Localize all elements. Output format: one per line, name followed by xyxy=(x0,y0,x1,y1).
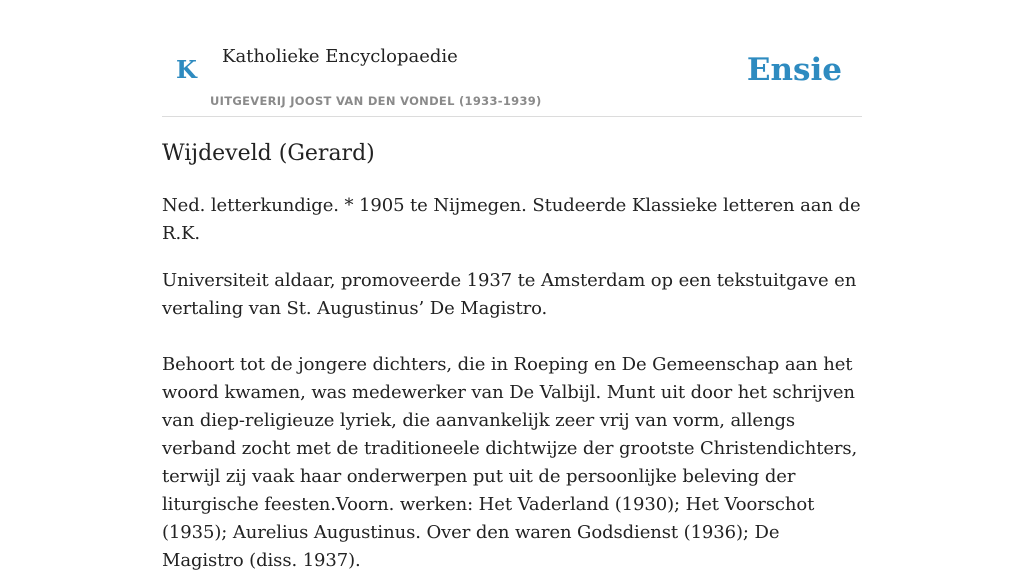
article-title: Wijdeveld (Gerard) xyxy=(162,141,375,166)
article-paragraph-1: Ned. letterkundige. * 1905 te Nijmegen. Studeerde Klassieke letteren aan de R.K. xyxy=(162,195,861,244)
article-content xyxy=(162,138,862,575)
encyclopedia-logo-k[interactable]: K xyxy=(176,55,197,84)
publisher-label: UITGEVERIJ JOOST VAN DEN VONDEL (1933-1939) xyxy=(210,94,542,108)
ensie-brand-link[interactable]: Ensie xyxy=(746,52,842,88)
site-header xyxy=(162,0,862,117)
site-title[interactable]: Katholieke Encyclopaedie xyxy=(222,46,458,67)
article-paragraph-2: Universiteit aldaar, promoveerde 1937 te Amsterdam op een tekstuitgave en vertaling van St. Augustinus’ De Magistro. xyxy=(162,270,857,319)
article-paragraph-3: Behoort tot de jongere dichters, die in Roeping en De Gemeenschap aan het woord kwamen, was medewerker van De Valbijl. Munt uit door het schrijven van diep-religieuze lyriek, die aanvankelijk zeer vrij van vorm, allengs verband zocht met de traditioneele dichtwijze der grootste Christendichters, terwijl zij vaak haar onderwerpen put uit de persoonlijke beleving der liturgische feesten.Voorn. werken: Het Vaderland (1930); Het Voorschot (1935); Aurelius Augustinus. Over den waren Godsdienst (1936); De Magistro (diss. 1937). xyxy=(162,354,858,571)
